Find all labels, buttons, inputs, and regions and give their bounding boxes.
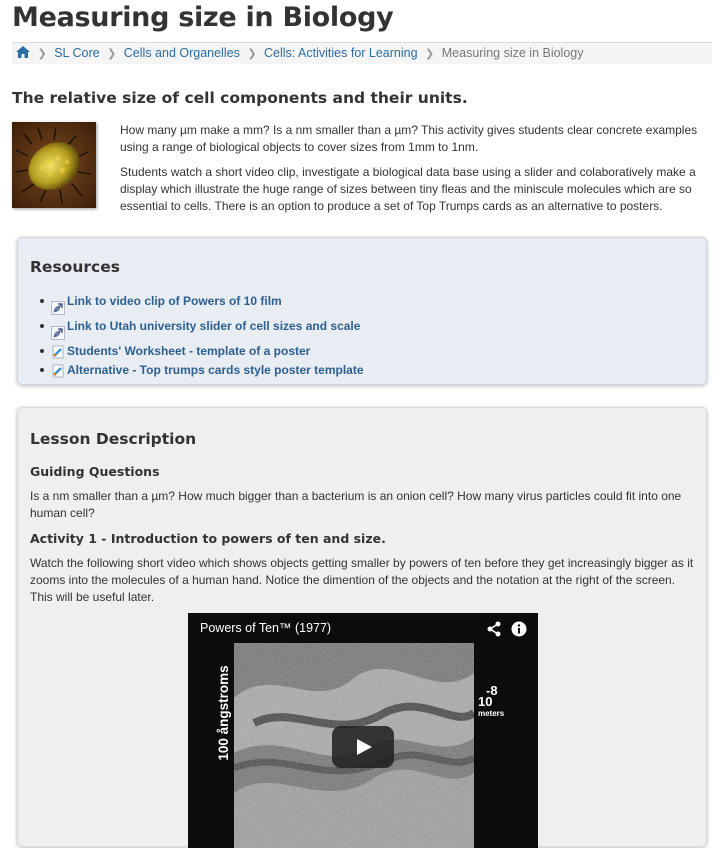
intro-paragraph-2: Students watch a short video clip, investigate a biological data base using a slider and colaboratively make a display which illustrate the huge range of sizes between tiny fleas and the miniscule molecules which are so essential to cells. There is an option to produce a set of Top Trumps cards as an alternative to posters. — [120, 165, 696, 213]
video-scale-label: 100 ångstroms — [216, 665, 231, 761]
section-subtitle: The relative size of cell components and their units. — [12, 89, 468, 107]
breadcrumb-current: Measuring size in Biology — [441, 46, 584, 60]
link-icon — [51, 326, 65, 340]
chevron-right-icon: ❯ — [107, 48, 117, 60]
breadcrumb-home[interactable] — [16, 46, 33, 60]
video-unit: meters — [478, 709, 505, 718]
list-item — [40, 317, 364, 342]
breadcrumb-item-cells-organelles[interactable]: Cells and Organelles — [123, 46, 240, 60]
info-icon[interactable] — [511, 621, 527, 637]
activity-1-text: Watch the following short video which shows objects getting smaller by powers of ten before they get increasingly bigger as it zooms into the molecules of a human hand. Notice the dimention of the objects and the notation at the right of the screen. This will be useful later. — [30, 556, 694, 604]
video-title[interactable]: Powers of Ten™ (1977) — [200, 621, 332, 635]
chevron-right-icon: ❯ — [247, 48, 257, 60]
list-item — [40, 292, 364, 317]
lesson-heading: Lesson Description — [30, 430, 197, 448]
file-icon — [51, 345, 65, 359]
intro-text — [120, 122, 716, 223]
page-title: Measuring size in Biology — [12, 2, 394, 33]
breadcrumb-item-cells-activities[interactable]: Cells: Activities for Learning — [264, 46, 418, 60]
breadcrumb-item-sl-core[interactable]: SL Core — [54, 46, 100, 60]
video-exponent: -8 — [486, 683, 498, 698]
intro-paragraph-1: How many µm make a mm? Is a nm smaller than a µm? This activity gives students clear concrete examples using a range of biological objects to cover sizes from 1mm to 1nm. — [120, 123, 698, 154]
guiding-questions-heading: Guiding Questions — [30, 464, 160, 479]
link-icon — [51, 301, 65, 315]
cell-organism-thumbnail — [12, 122, 96, 208]
chevron-right-icon: ❯ — [37, 48, 47, 60]
resource-link-powers-of-10[interactable]: Link to video clip of Powers of 10 film — [67, 294, 282, 308]
resources-panel — [17, 237, 707, 385]
resources-list — [40, 292, 364, 380]
cell-organism-image — [12, 122, 96, 208]
list-item — [40, 342, 364, 361]
resources-heading: Resources — [30, 258, 120, 276]
file-icon — [51, 364, 65, 378]
video-player[interactable] — [188, 613, 538, 848]
chevron-right-icon: ❯ — [425, 48, 435, 60]
resource-link-utah-slider[interactable]: Link to Utah university slider of cell sizes and scale — [67, 319, 361, 333]
video-power-number: 10 — [478, 694, 493, 709]
guiding-questions-text: Is a nm smaller than a µm? How much bigger than a bacterium is an onion cell? How many virus particles could fit into one human cell? — [30, 489, 682, 520]
list-item — [40, 361, 364, 380]
home-icon — [16, 46, 30, 58]
play-button[interactable] — [332, 726, 394, 768]
activity-1-heading: Activity 1 - Introduction to powers of ten and size. — [30, 531, 386, 546]
resource-link-worksheet[interactable]: Students' Worksheet - template of a poster — [67, 344, 311, 358]
resource-link-top-trumps[interactable]: Alternative - Top trumps cards style poster template — [67, 363, 364, 377]
breadcrumb — [12, 42, 712, 64]
share-icon[interactable] — [486, 621, 502, 637]
lesson-panel — [17, 407, 707, 847]
